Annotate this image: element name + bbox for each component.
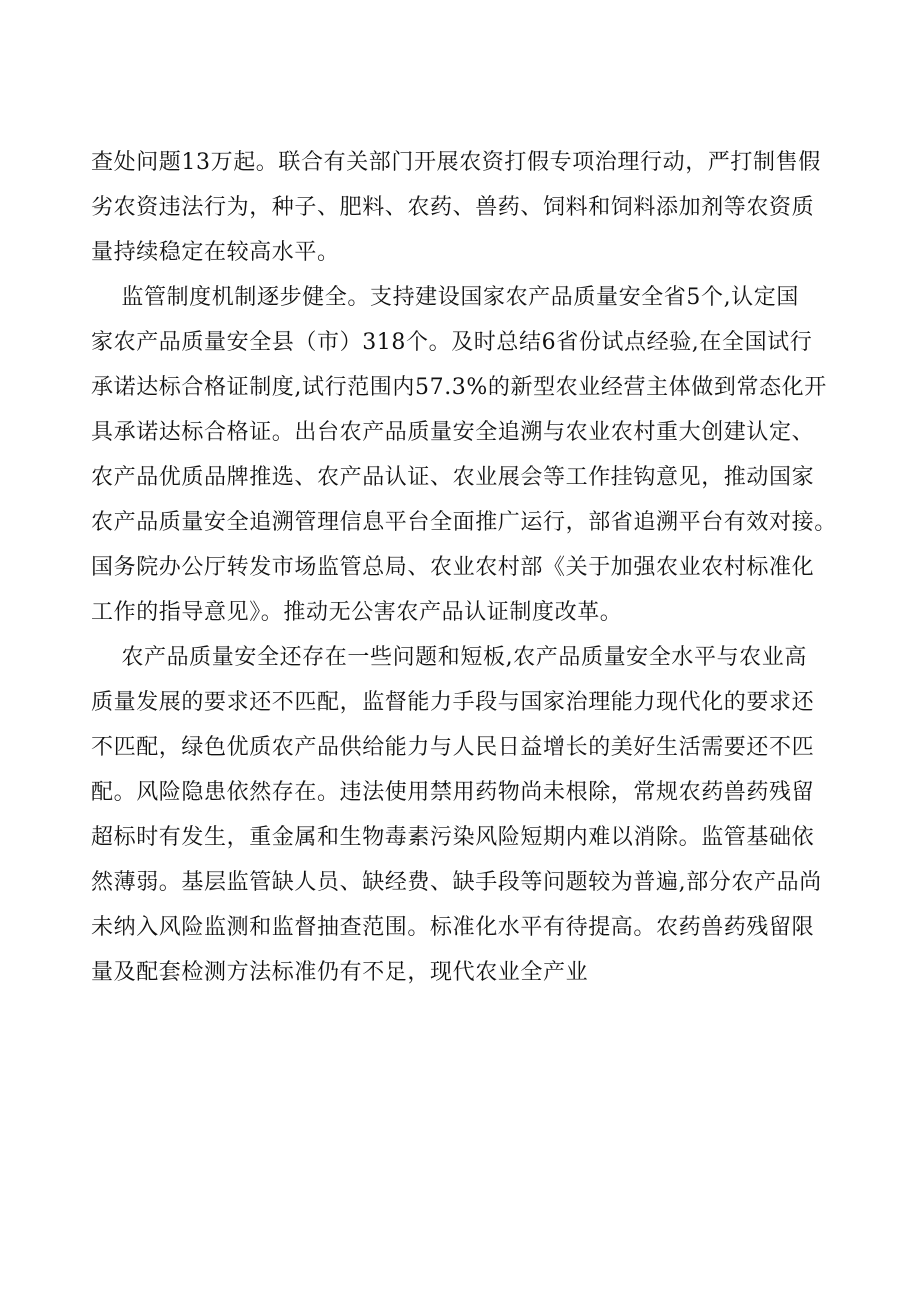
paragraph-regulatory-system — [91, 275, 841, 635]
text-line: 农产品质量安全还存在一些问题和短板,农产品质量安全水平与农业高 — [91, 645, 807, 670]
text-line: 农产品优质品牌推选、农产品认证、农业展会等工作挂钩意见，推动国家 — [91, 465, 815, 490]
text-line: 量持续稳定在较高水平。 — [91, 240, 340, 265]
text-line: 劣农资违法行为，种子、肥料、农药、兽药、饲料和饲料添加剂等农资质 — [91, 195, 815, 220]
text-line: 农产品质量安全追溯管理信息平台全面推广运行，部省追溯平台有效对接。 — [91, 510, 837, 535]
text-line: 国务院办公厅转发市场监管总局、农业农村部《关于加强农业农村标准化 — [91, 555, 815, 580]
text-line: 查处问题13万起。联合有关部门开展农资打假专项治理行动，严打制售假 — [91, 150, 821, 175]
text-line: 量及配套检测方法标准仍有不足，现代农业全产业 — [91, 960, 589, 985]
text-line: 然薄弱。基层监管缺人员、缺经费、缺手段等问题较为普遍,部分农产品尚 — [91, 870, 822, 895]
text-line: 监管制度机制逐步健全。支持建设国家农产品质量安全省5个,认定国 — [91, 285, 799, 310]
text-line: 工作的指导意见》。推动无公害农产品认证制度改革。 — [91, 600, 623, 625]
text-line: 具承诺达标合格证。出台农产品质量安全追溯与农业农村重大创建认定、 — [91, 420, 815, 445]
text-line: 家农产品质量安全县（市）318个。及时总结6省份试点经验,在全国试行 — [91, 330, 813, 355]
paragraph-problems — [91, 635, 841, 995]
text-line: 承诺达标合格证制度,试行范围内57.3%的新型农业经营主体做到常态化开 — [91, 375, 827, 400]
text-line: 配。风险隐患依然存在。违法使用禁用药物尚未根除，常规农药兽药残留 — [91, 780, 815, 805]
text-line: 不匹配，绿色优质农产品供给能力与人民日益增长的美好生活需要还不匹 — [91, 735, 815, 760]
text-line: 质量发展的要求还不匹配，监督能力手段与国家治理能力现代化的要求还 — [91, 690, 815, 715]
text-line: 未纳入风险监测和监督抽查范围。标准化水平有待提高。农药兽药残留限 — [91, 915, 815, 940]
document-body — [91, 140, 841, 995]
text-line: 超标时有发生，重金属和生物毒素污染风险短期内难以消除。监管基础依 — [91, 825, 815, 850]
paragraph-enforcement — [91, 140, 841, 275]
